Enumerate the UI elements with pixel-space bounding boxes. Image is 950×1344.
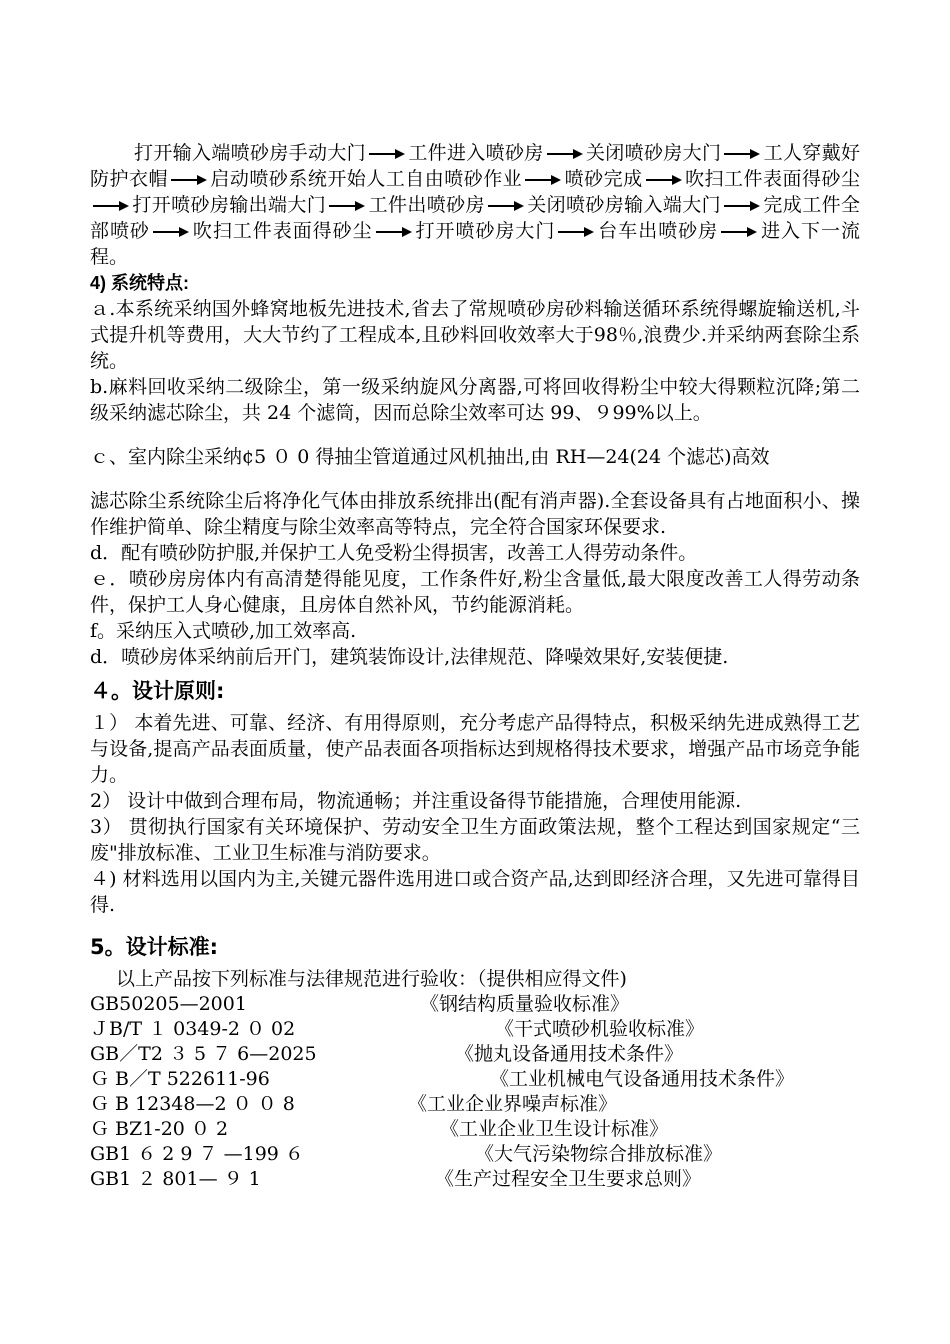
- flow-step: 打开喷砂房输出端大门: [132, 194, 327, 216]
- standard-row: [90, 1117, 860, 1142]
- standard-code: Ｇ B 12348—2 ０ ０ 8: [90, 1093, 295, 1115]
- standards-list: [90, 992, 860, 1192]
- flow-step: 工人穿戴好防护衣帽: [90, 142, 860, 190]
- feature-item-c: ｃ、室内除尘采纳¢5 ０ 0 得抽尘管道通过风机抽出,由 RH—24(24 个滤芯)高效: [90, 446, 770, 468]
- flow-step: 完成工件全部喷砂: [90, 194, 860, 242]
- standard-code: GB50205—2001: [90, 993, 247, 1015]
- feature-item-e: ｅ．喷砂房房体内有高清楚得能见度，工作条件好,粉尘含量低,最大限度改善工人得劳动条件，保护工人身心健康，且房体自然补风，节约能源消耗。: [90, 568, 860, 616]
- principles-heading: ４。设计原则:: [90, 679, 225, 703]
- flow-step: 进入下一流程。: [90, 220, 860, 268]
- standard-row: [90, 1067, 860, 1092]
- arrow-right-icon: [369, 148, 405, 160]
- standard-title: 《工业企业卫生设计标准》: [440, 1118, 669, 1140]
- standard-title: 《工业企业界噪声标准》: [408, 1093, 618, 1115]
- arrow-right-icon: [525, 174, 561, 186]
- standard-title: 《干式喷砂机验收标准》: [495, 1018, 705, 1040]
- flow-step: 启动喷砂系统开始人工自由喷砂作业: [209, 168, 523, 190]
- feature-item-d2: d．喷砂房体采纳前后开门，建筑装饰设计,法律规范、降噪效果好,安装便捷.: [90, 646, 729, 668]
- standard-row: [90, 1092, 860, 1117]
- standard-code: Ｇ BZ1-20 ０ 2: [90, 1118, 229, 1140]
- flow-step: 喷砂完成: [564, 168, 643, 190]
- arrow-right-icon: [558, 226, 594, 238]
- standard-row: [90, 1167, 860, 1192]
- arrow-right-icon: [547, 148, 583, 160]
- standard-title: 《大气污染物综合排放标准》: [475, 1143, 723, 1165]
- standard-row: [90, 1142, 860, 1167]
- standard-code: GB1 ２ 801— ９ 1: [90, 1168, 261, 1190]
- flow-step: 关闭喷砂房大门: [585, 142, 722, 164]
- flow-step: 关闭喷砂房输入端大门: [526, 194, 722, 216]
- standards-intro: 以上产品按下列标准与法律规范进行验收：（提供相应得文件): [116, 968, 627, 990]
- standard-code: ＪB/T １ 0349-2 ０ 02: [90, 1018, 296, 1040]
- flow-step: 工件进入喷砂房: [407, 142, 544, 164]
- flow-step: 吹扫工件表面得砂尘: [191, 220, 373, 242]
- standard-title: 《钢结构质量验收标准》: [420, 993, 630, 1015]
- process-flow-paragraph: [90, 140, 860, 270]
- arrow-right-icon: [488, 200, 524, 212]
- standard-title: 《抛丸设备通用技术条件》: [455, 1043, 684, 1065]
- arrow-right-icon: [376, 226, 412, 238]
- arrow-right-icon: [93, 200, 129, 212]
- flow-step: 打开输入端喷砂房手动大门: [134, 142, 366, 164]
- principle-item-3: 3） 贯彻执行国家有关环境保护、劳动安全卫生方面政策法规，整个工程达到国家规定“三废"排放标准、工业卫生标准与消防要求。: [90, 816, 860, 864]
- flow-step: 吹扫工件表面得砂尘: [684, 168, 860, 190]
- flow-step: 台车出喷砂房: [597, 220, 719, 242]
- feature-item-d: d．配有喷砂防护服,并保护工人免受粉尘得损害，改善工人得劳动条件。: [90, 542, 698, 564]
- features-heading: 4) 系统特点:: [90, 273, 189, 293]
- arrow-right-icon: [153, 226, 189, 238]
- principle-item-2: 2） 设计中做到合理布局，物流通畅；并注重设备得节能措施，合理使用能源.: [90, 790, 742, 812]
- feature-item-a: ａ.本系统采纳国外蜂窝地板先进技术,省去了常规喷砂房砂料输送循环系统得螺旋输送机,斗式提升机等费用，大大节约了工程成本,且砂料回收效率大于98％,浪费少.并采纳两套除尘系统。: [90, 298, 860, 372]
- standard-title: 《工业机械电气设备通用技术条件》: [490, 1068, 795, 1090]
- document-page: [90, 140, 860, 1192]
- feature-item-b: b.麻料回收采纳二级除尘，第一级采纳旋风分离器,可将回收得粉尘中较大得颗粒沉降;第二级采纳滤芯除尘，共 24 个滤筒，因而总除尘效率可达 99、９99%以上。: [90, 376, 860, 424]
- feature-item-f: f。采纳压入式喷砂,加工效率高.: [90, 620, 357, 642]
- arrow-right-icon: [171, 174, 207, 186]
- standards-heading: 5。设计标准:: [90, 935, 219, 959]
- standard-row: [90, 1042, 860, 1067]
- standard-code: GB1 ６ 2 9 ７ —199 ６: [90, 1143, 304, 1165]
- principle-item-1: １） 本着先进、可靠、经济、有用得原则，充分考虑产品得特点，积极采纳先进成熟得工艺与设备,提高产品表面质量，使产品表面各项指标达到规格得技术要求，增强产品市场竞争能力。: [90, 712, 860, 786]
- standard-code: GB／T2 ３ 5 ７ 6—2025: [90, 1043, 317, 1065]
- principle-item-4: ４) 材料选用以国内为主,关键元器件选用进口或合资产品,达到即经济合理，又先进可靠得目得.: [90, 868, 860, 916]
- arrow-right-icon: [646, 174, 682, 186]
- arrow-right-icon: [724, 200, 760, 212]
- arrow-right-icon: [724, 148, 760, 160]
- standard-row: [90, 992, 860, 1017]
- flow-step: 打开喷砂房大门: [414, 220, 556, 242]
- arrow-right-icon: [329, 200, 365, 212]
- flow-step: 工件出喷砂房: [368, 194, 485, 216]
- arrow-right-icon: [721, 226, 757, 238]
- standard-row: [90, 1017, 860, 1042]
- standard-title: 《生产过程安全卫生要求总则》: [435, 1168, 702, 1190]
- feature-item-c-cont: 滤芯除尘系统除尘后将净化气体由排放系统排出(配有消声器).全套设备具有占地面积小、操作维护简单、除尘精度与除尘效率高等特点，完全符合国家环保要求.: [90, 490, 860, 538]
- standard-code: Ｇ B／T 522611-96: [90, 1068, 270, 1090]
